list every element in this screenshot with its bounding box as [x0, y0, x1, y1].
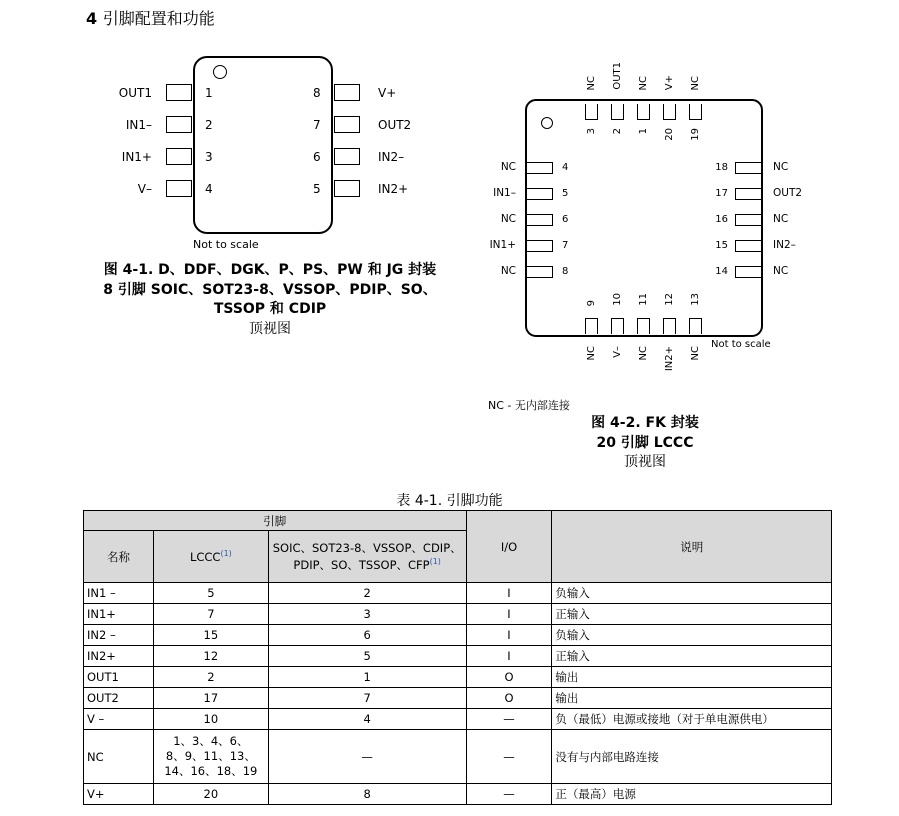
soic-pin-label: IN2–: [378, 150, 405, 164]
lccc-pad: [637, 318, 650, 334]
not-to-scale-note: Not to scale: [193, 238, 259, 251]
soic-pin-lead: [166, 116, 192, 133]
cell-soic: 6: [268, 625, 466, 646]
caption-line: 图 4-2. FK 封装: [591, 415, 699, 431]
lccc-pad: [689, 318, 702, 334]
soic-pin-number: 4: [205, 182, 213, 196]
caption-line: 顶视图: [249, 320, 291, 337]
table-row: [84, 646, 832, 667]
cell-desc: 输出: [552, 667, 832, 688]
lccc-pin-label: NC: [500, 161, 516, 173]
cell-io: I: [466, 646, 552, 667]
lccc-pin-label: V+: [664, 74, 675, 90]
lccc-pin-number: 4: [562, 162, 569, 173]
nc-note: NC - 无内部连接: [488, 399, 570, 412]
cell-lccc: 2: [153, 667, 268, 688]
cell-lccc: 15: [153, 625, 268, 646]
table-row: [84, 688, 832, 709]
lccc-pad: [735, 266, 761, 278]
soic-pin-label: IN1–: [125, 118, 152, 132]
lccc-pin-label: OUT2: [773, 187, 803, 199]
lccc-pin-number: 2: [612, 128, 623, 135]
lccc-pin-label: NC: [586, 75, 597, 90]
soic-pin-lead: [166, 180, 192, 197]
soic-pin-lead: [166, 148, 192, 165]
pin1-marker-icon: [213, 65, 227, 79]
lccc-pad: [735, 162, 761, 174]
table-row: [84, 604, 832, 625]
lccc-pin-number: 20: [664, 128, 675, 141]
cell-name: V –: [84, 709, 154, 730]
cell-desc: 输出: [552, 688, 832, 709]
lccc-pin-number: 5: [562, 188, 569, 199]
table-row: [84, 784, 832, 805]
lccc-pad: [527, 266, 553, 278]
soic-pin-label: IN2+: [378, 182, 409, 196]
cell-desc: 正输入: [552, 604, 832, 625]
pin-function-table: [83, 510, 832, 805]
figure1-caption: [60, 261, 480, 339]
lccc-pad: [527, 240, 553, 252]
soic-pin-number: 3: [205, 150, 213, 164]
lccc-pin-number: 1: [638, 128, 649, 135]
cell-desc: 正（最高）电源: [552, 784, 832, 805]
lccc-pin-label: V–: [612, 346, 623, 358]
cell-soic: 1: [268, 667, 466, 688]
footnote-ref-link[interactable]: (1): [429, 557, 441, 567]
soic-pin-label: IN1+: [121, 150, 152, 164]
caption-line: 顶视图: [624, 454, 666, 470]
lccc-pin-number: 18: [715, 162, 728, 173]
lccc-pin-number: 12: [664, 293, 675, 306]
lccc-pad: [585, 318, 598, 334]
lccc-pin-number: 8: [562, 266, 569, 277]
lccc-pad: [663, 318, 676, 334]
lccc-pin-label: NC: [690, 75, 701, 90]
lccc-pin-label: IN1–: [493, 187, 516, 199]
header-lccc-label: LCCC: [189, 549, 221, 564]
lccc-pin-number: 9: [586, 299, 597, 306]
table-row: [84, 667, 832, 688]
table-title: 表 4-1. 引脚功能: [396, 493, 503, 509]
soic-pin-number: 2: [205, 118, 213, 132]
cell-soic: 5: [268, 646, 466, 667]
lccc-pin-label: NC: [638, 75, 649, 90]
lccc-pin-label: NC: [773, 161, 789, 173]
header-io: I/O: [466, 511, 552, 583]
cell-desc: 负（最低）电源或接地（对于单电源供电）: [552, 709, 832, 730]
cell-io: I: [466, 604, 552, 625]
cell-lccc: 10: [153, 709, 268, 730]
cell-lccc: 1、3、4、6、8、9、11、13、14、16、18、19: [153, 730, 268, 784]
soic-pin-number: 8: [313, 86, 321, 100]
lccc-pin-label: NC: [690, 346, 701, 361]
header-pin-group: 引脚: [84, 511, 467, 531]
header-lccc: [153, 531, 268, 583]
cell-desc: 负输入: [552, 583, 832, 604]
soic-pin-number: 5: [313, 182, 321, 196]
lccc-pad: [735, 214, 761, 226]
lccc-pin-label: NC: [773, 265, 789, 277]
soic-pin-lead: [334, 116, 360, 133]
table-row: [84, 583, 832, 604]
section-title: 引脚配置和功能: [102, 9, 215, 28]
lccc-pin-label: NC: [500, 213, 516, 225]
lccc-pin-label: NC: [773, 213, 789, 225]
soic-pin-label: V–: [137, 182, 152, 196]
cell-desc: 负输入: [552, 625, 832, 646]
lccc-pin-label: NC: [638, 346, 649, 361]
cell-io: —: [466, 730, 552, 784]
lccc-pad: [585, 104, 598, 120]
cell-name: V+: [84, 784, 154, 805]
cell-soic: 7: [268, 688, 466, 709]
soic-pin-label: V+: [378, 86, 397, 100]
header-description: 说明: [552, 511, 832, 583]
pin1-marker-icon: [541, 117, 553, 129]
caption-line: 20 引脚 LCCC: [596, 434, 694, 451]
cell-lccc: 17: [153, 688, 268, 709]
header-soic-label: SOIC、SOT23-8、VSSOP、CDIP、PDIP、SO、TSSOP、CFP: [272, 541, 462, 572]
lccc-pin-label: IN2–: [773, 239, 796, 251]
lccc-pad: [527, 162, 553, 174]
cell-name: OUT2: [84, 688, 154, 709]
soic-pin-label: OUT2: [378, 118, 412, 132]
lccc-pad: [611, 318, 624, 334]
lccc-pad: [735, 240, 761, 252]
lccc-pin-label: NC: [500, 265, 516, 277]
cell-io: —: [466, 784, 552, 805]
soic-pin-number: 7: [313, 118, 321, 132]
soic-pin-lead: [166, 84, 192, 101]
soic-pin-number: 6: [313, 150, 321, 164]
soic-package-body: [193, 56, 333, 234]
section-number: 4: [86, 9, 98, 28]
figure2-caption: [495, 414, 795, 473]
cell-lccc: 12: [153, 646, 268, 667]
cell-desc: 正输入: [552, 646, 832, 667]
cell-io: I: [466, 583, 552, 604]
lccc-pin-number: 7: [562, 240, 569, 251]
soic-pin-lead: [334, 180, 360, 197]
caption-line: 图 4-1. D、DDF、DGK、P、PS、PW 和 JG 封装: [103, 262, 437, 278]
table-row: [84, 730, 832, 784]
cell-name: NC: [84, 730, 154, 784]
lccc-pin-number: 19: [690, 128, 701, 141]
caption-line: 8 引脚 SOIC、SOT23-8、VSSOP、PDIP、SO、: [103, 281, 437, 298]
not-to-scale-note: Not to scale: [711, 339, 771, 350]
lccc-pin-number: 10: [612, 293, 623, 306]
cell-io: —: [466, 709, 552, 730]
cell-desc: 没有与内部电路连接: [552, 730, 832, 784]
header-soic: [268, 531, 466, 583]
cell-lccc: 20: [153, 784, 268, 805]
lccc-pad: [637, 104, 650, 120]
lccc-pad: [527, 214, 553, 226]
footnote-ref-link[interactable]: (1): [220, 549, 232, 559]
cell-io: O: [466, 667, 552, 688]
soic-pin-label: OUT1: [118, 86, 152, 100]
cell-io: I: [466, 625, 552, 646]
lccc-pad: [689, 104, 702, 120]
cell-name: IN2 –: [84, 625, 154, 646]
lccc-pin-number: 17: [715, 188, 728, 199]
cell-soic: 2: [268, 583, 466, 604]
lccc-pin-number: 16: [715, 214, 728, 225]
cell-soic: 4: [268, 709, 466, 730]
lccc-pin-label: OUT1: [612, 62, 623, 90]
cell-name: IN1+: [84, 604, 154, 625]
cell-name: IN1 –: [84, 583, 154, 604]
lccc-pin-number: 15: [715, 240, 728, 251]
lccc-pin-number: 13: [690, 293, 701, 306]
table-row: [84, 709, 832, 730]
cell-soic: 8: [268, 784, 466, 805]
cell-soic: 3: [268, 604, 466, 625]
cell-lccc: 5: [153, 583, 268, 604]
header-name: 名称: [84, 531, 154, 583]
cell-io: O: [466, 688, 552, 709]
soic-pin-lead: [334, 148, 360, 165]
soic-pin-lead: [334, 84, 360, 101]
lccc-pin-label: IN2+: [664, 346, 675, 372]
soic-pin-number: 1: [205, 86, 213, 100]
cell-lccc: 7: [153, 604, 268, 625]
lccc-pin-number: 11: [638, 293, 649, 306]
lccc-pad: [735, 188, 761, 200]
cell-name: OUT1: [84, 667, 154, 688]
lccc-pad: [527, 188, 553, 200]
lccc-pad: [663, 104, 676, 120]
lccc-pin-number: 14: [715, 266, 728, 277]
lccc-pin-number: 6: [562, 214, 569, 225]
caption-line: TSSOP 和 CDIP: [213, 301, 327, 317]
lccc-pin-label: IN1+: [489, 239, 516, 251]
table-row: [84, 625, 832, 646]
cell-soic: —: [268, 730, 466, 784]
lccc-pin-label: NC: [586, 346, 597, 361]
lccc-pad: [611, 104, 624, 120]
cell-name: IN2+: [84, 646, 154, 667]
section-heading: [86, 6, 215, 29]
lccc-pin-number: 3: [586, 128, 597, 135]
